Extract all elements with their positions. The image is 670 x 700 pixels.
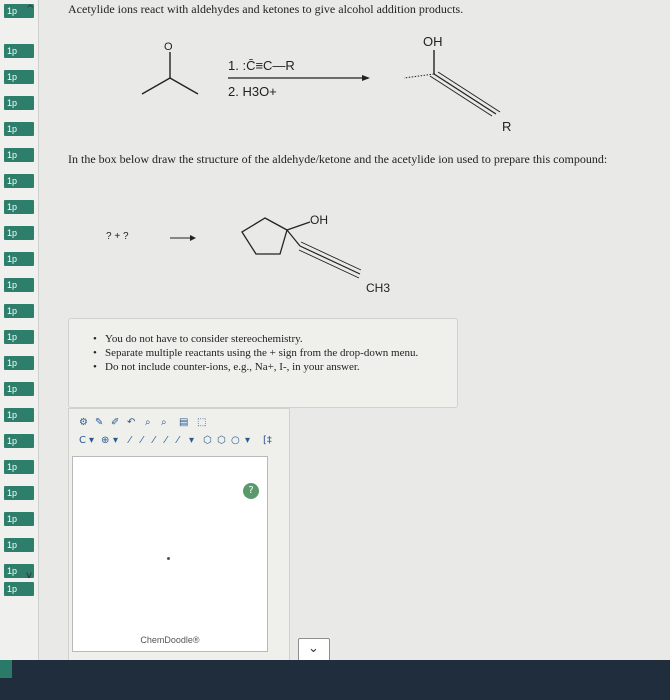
sidebar-item[interactable]: 1p <box>4 382 34 396</box>
instructions-box <box>68 318 458 408</box>
chemdoodle-watermark: ChemDoodle® <box>140 635 200 645</box>
scroll-down-icon[interactable]: v <box>26 570 32 581</box>
zoom-in-icon[interactable]: ⌕ <box>145 417 151 428</box>
clear-icon[interactable]: ⚙ <box>79 417 88 428</box>
ring-icon[interactable]: ⬡ <box>203 435 212 446</box>
sidebar-item[interactable]: 1p <box>4 564 34 578</box>
chevron-down-icon[interactable]: ▾ <box>245 435 251 446</box>
chevron-down-icon[interactable]: ▾ <box>89 435 95 446</box>
sidebar-item[interactable]: 1p <box>4 226 34 240</box>
bond-tool-icon[interactable]: ⁄ <box>177 435 179 446</box>
zoom-out-icon[interactable]: ⌕ <box>161 417 167 428</box>
sidebar-item[interactable]: 1p <box>4 304 34 318</box>
ketone-structure <box>142 41 198 94</box>
sidebar-item[interactable]: 1p <box>4 408 34 422</box>
product-oh-label: OH <box>423 34 443 49</box>
reaction-arrow-head <box>362 75 370 81</box>
charge-plus-icon[interactable]: ⊕ <box>101 435 110 446</box>
chevron-down-icon[interactable]: ▾ <box>189 435 195 446</box>
hint-counter-ions: Do not include counter-ions, e.g., Na+, I-, in your answer. <box>105 361 360 373</box>
pen-icon[interactable]: ✐ <box>111 417 120 428</box>
sidebar-item[interactable]: 1p <box>4 70 34 84</box>
question-intro: Acetylide ions react with aldehydes and ketones to give alcohol addition products. <box>68 2 464 16</box>
sidebar-item[interactable]: 1p <box>4 486 34 500</box>
question-content <box>60 0 670 660</box>
bottom-tab[interactable] <box>0 660 12 678</box>
target-oh-label: OH <box>310 213 328 227</box>
ring-icon[interactable]: ○ <box>231 435 240 446</box>
sidebar-item[interactable]: 1p <box>4 538 34 552</box>
bracket-tool-icon[interactable]: [‡ <box>263 435 272 446</box>
sidebar-item[interactable]: 1p <box>4 148 34 162</box>
carbon-atom-tool-icon[interactable]: C <box>79 435 86 446</box>
sidebar-item[interactable]: 1p <box>4 4 34 18</box>
sidebar-item[interactable]: 1p <box>4 330 34 344</box>
sidebar-item[interactable]: 1p <box>4 356 34 370</box>
reagent-step-1: 1. :C̄≡C—R <box>228 58 295 73</box>
drawing-canvas[interactable] <box>72 456 268 652</box>
product-structure <box>404 34 511 134</box>
chevron-down-icon[interactable]: ▾ <box>113 435 119 446</box>
hash-bond-icon[interactable]: ⁄ <box>165 435 167 446</box>
sidebar-item[interactable]: 1p <box>4 434 34 448</box>
bullet: • <box>93 333 97 345</box>
bottom-taskbar <box>0 660 670 700</box>
sidebar-item[interactable]: 1p <box>4 278 34 292</box>
target-compound <box>160 196 420 306</box>
eraser-icon[interactable]: ✎ <box>95 417 104 428</box>
sidebar-item[interactable]: 1p <box>4 200 34 214</box>
sidebar-item[interactable]: 1p <box>4 174 34 188</box>
sidebar-item[interactable]: 1p <box>4 582 34 596</box>
hint-separate-reactants: Separate multiple reactants using the + sign from the drop-down menu. <box>105 347 419 359</box>
canvas-dot <box>167 557 170 560</box>
lasso-icon[interactable]: ⬚ <box>197 417 207 428</box>
reagent-step-2: 2. H3O+ <box>228 84 277 99</box>
wedge-bond-icon[interactable]: ⁄ <box>153 435 155 446</box>
bullet: • <box>93 361 97 373</box>
sidebar-item[interactable]: 1p <box>4 44 34 58</box>
unknown-reactants-equation: ? + ? <box>106 231 129 242</box>
bullet: • <box>93 347 97 359</box>
single-bond-icon[interactable]: ⁄ <box>129 435 131 446</box>
carbonyl-oxygen-label: O <box>164 41 173 53</box>
double-bond-icon[interactable]: ⁄ <box>141 435 143 446</box>
sidebar-item[interactable]: 1p <box>4 512 34 526</box>
sidebar-item[interactable]: 1p <box>4 252 34 266</box>
hint-stereochemistry: You do not have to consider stereochemistry. <box>105 333 303 345</box>
undo-icon[interactable]: ↶ <box>127 417 136 428</box>
reaction-scheme <box>120 30 540 140</box>
sidebar-item[interactable]: 1p <box>4 96 34 110</box>
reactant-separator-dropdown[interactable] <box>298 638 330 662</box>
chevron-down-icon: ⌄ <box>308 641 319 656</box>
target-ch3-label: CH3 <box>366 281 391 295</box>
sidebar-item[interactable]: 1p <box>4 122 34 136</box>
sidebar-item[interactable]: 1p <box>4 460 34 474</box>
product-r-label: R <box>502 119 512 134</box>
ring-icon[interactable]: ⬡ <box>217 435 226 446</box>
question-prompt: In the box below draw the structure of the aldehyde/ketone and the acetylide ion used to prepare this compound: <box>68 152 608 166</box>
clean-icon[interactable]: ▤ <box>179 417 189 428</box>
help-icon[interactable]: ? <box>243 483 259 499</box>
scroll-up-icon[interactable]: ^ <box>26 4 35 15</box>
question-sidebar <box>0 0 39 660</box>
